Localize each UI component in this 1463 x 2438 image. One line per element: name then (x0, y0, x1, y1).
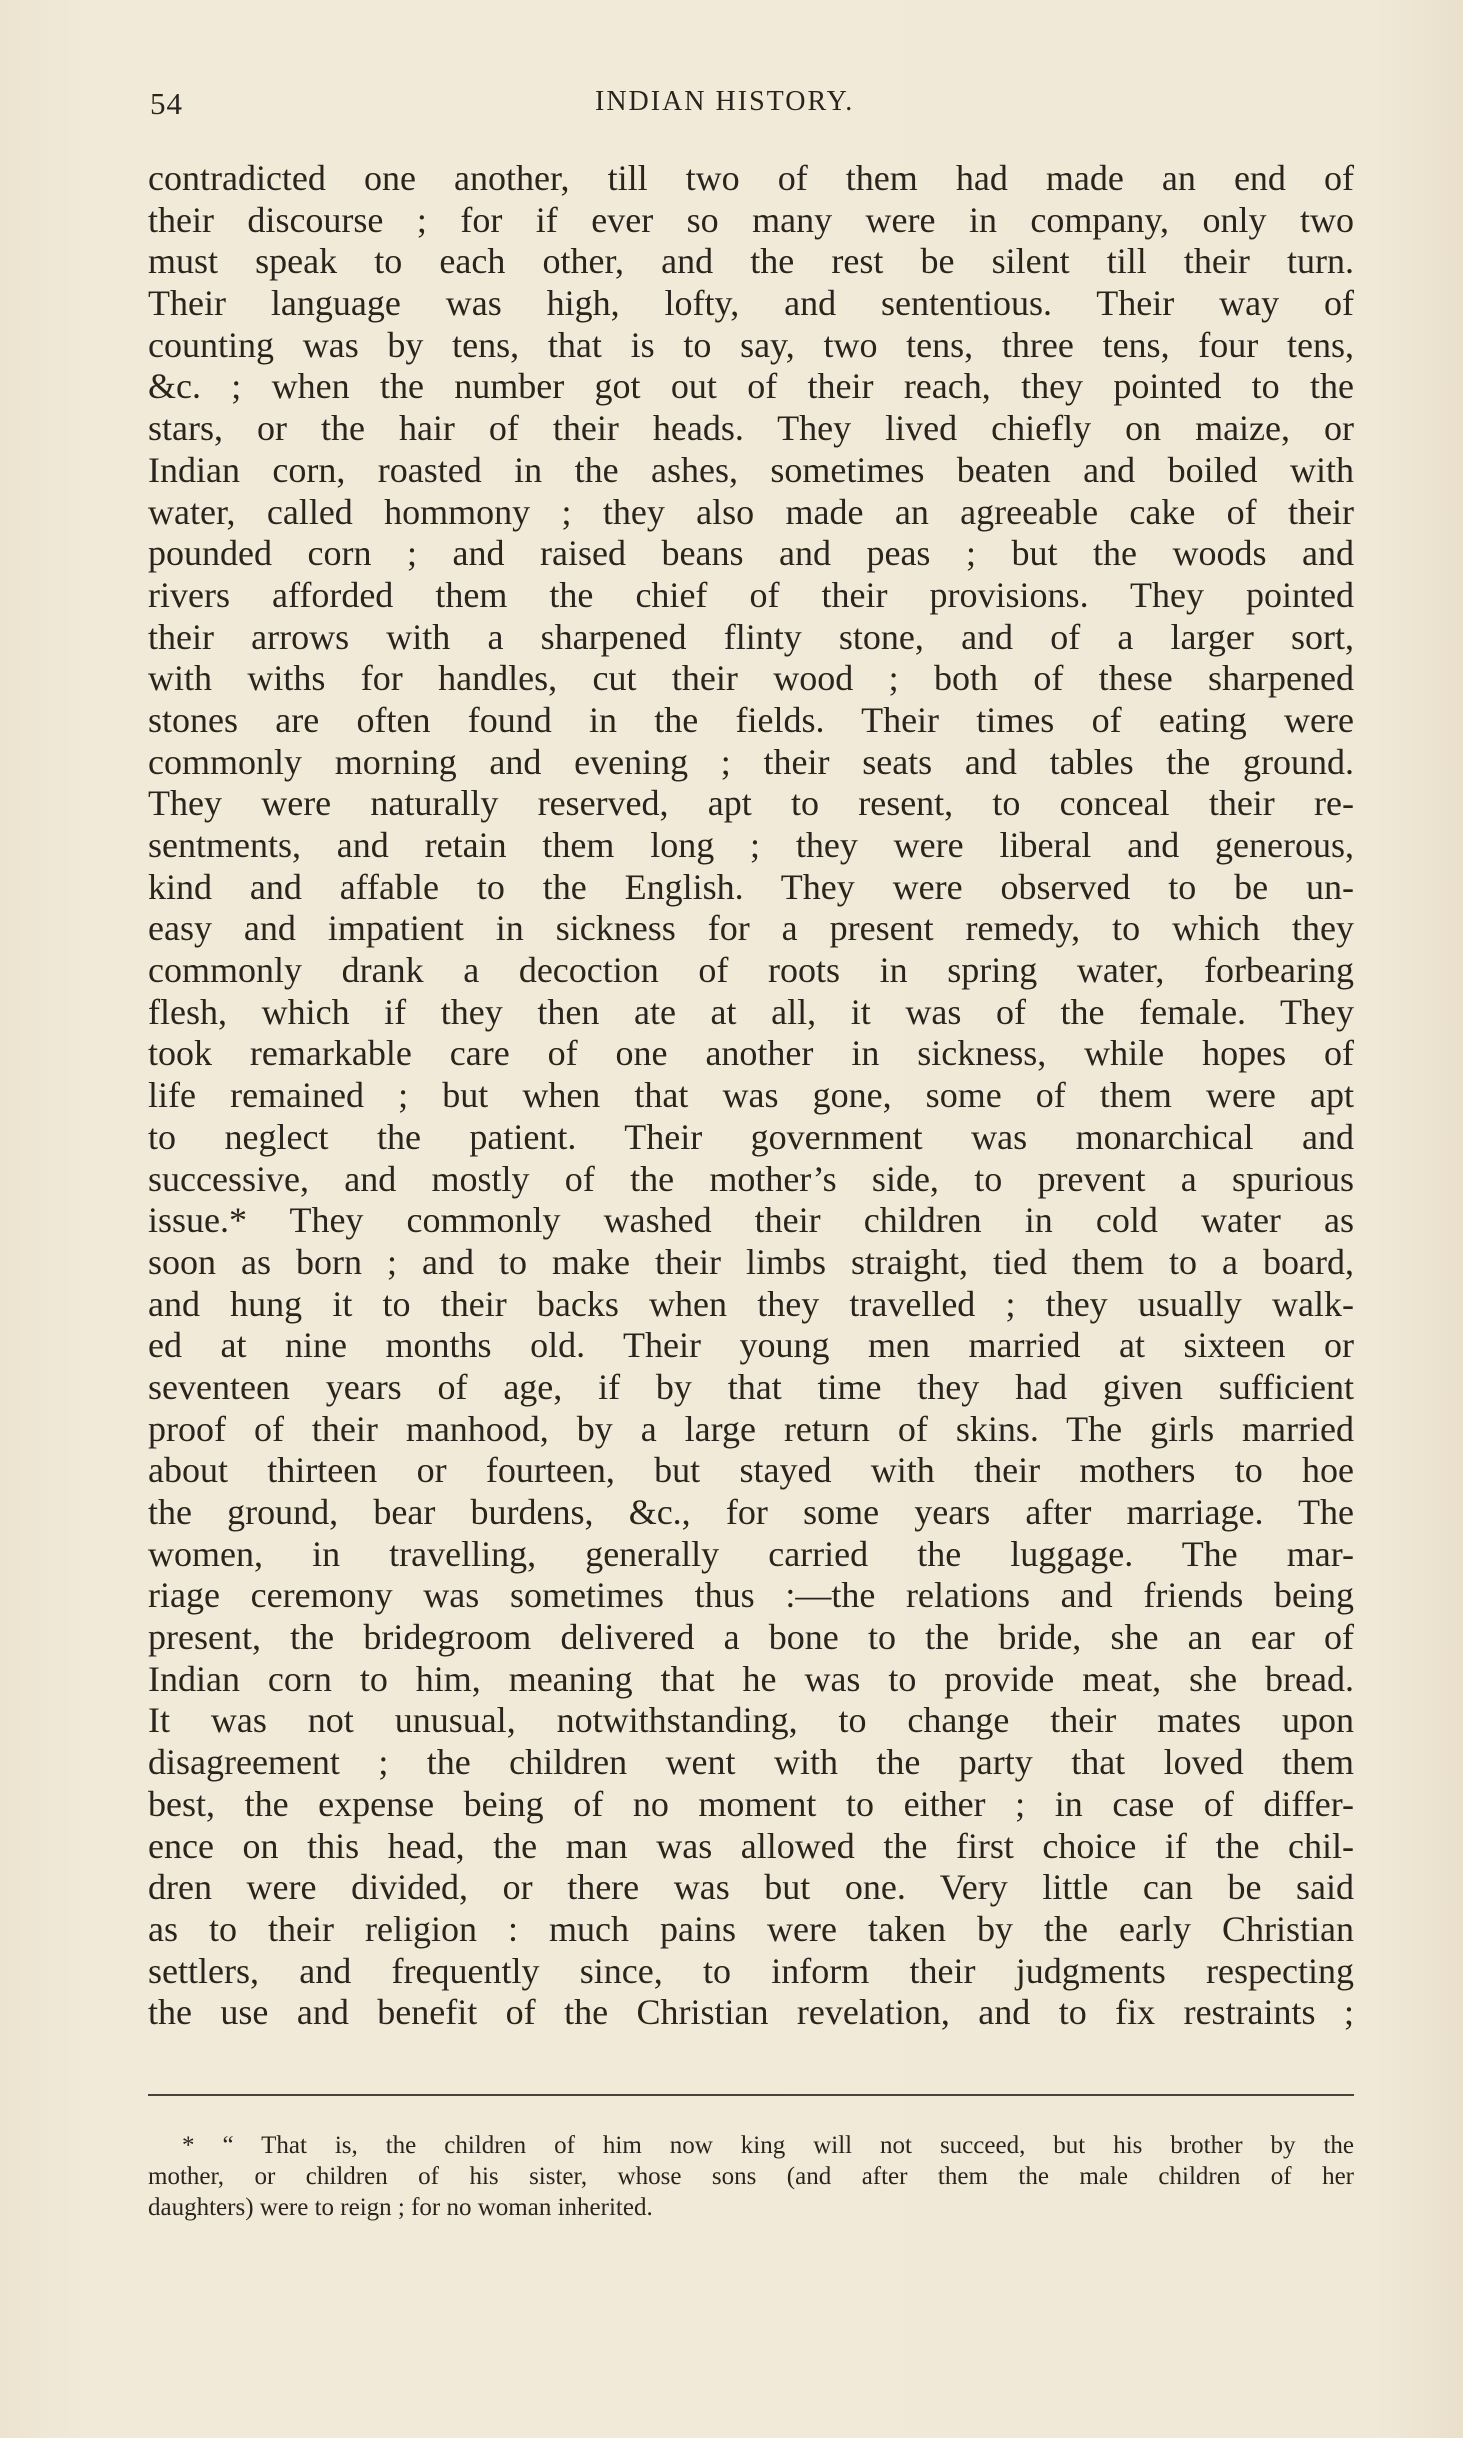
body-line: contradicted one another, till two of them had made an end of (148, 158, 1354, 198)
body-line: ence on this head, the man was allowed the first choice if the chil- (148, 1825, 1354, 1866)
body-line: as to their religion : much pains were taken by the early Christian (148, 1908, 1354, 1949)
page-number: 54 (150, 86, 183, 121)
footnote-divider (148, 2094, 1354, 2096)
body-line: soon as born ; and to make their limbs straight, tied them to a board, (148, 1241, 1354, 1282)
body-line: about thirteen or fourteen, but stayed with their mothers to hoe (148, 1450, 1354, 1491)
body-line: and hung it to their backs when they travelled ; they usually walk- (148, 1283, 1354, 1324)
body-line: dren were divided, or there was but one. Very little can be said (148, 1867, 1354, 1908)
body-line: rivers afforded them the chief of their provisions. They pointed (148, 574, 1354, 615)
body-line: counting was by tens, that is to say, two tens, three tens, four tens, (148, 324, 1354, 365)
body-line: present, the bridegroom delivered a bone to the bride, she an ear of (148, 1617, 1354, 1658)
body-line: Indian corn, roasted in the ashes, sometimes beaten and boiled with (148, 449, 1354, 490)
body-line: stones are often found in the fields. Their times of eating were (148, 699, 1354, 740)
body-line: kind and affable to the English. They were observed to be un- (148, 866, 1354, 907)
body-line: the use and benefit of the Christian revelation, and to fix restraints ; (148, 1992, 1354, 2033)
body-line: life remained ; but when that was gone, some of them were apt (148, 1075, 1354, 1116)
footnote-line: daughters) were to reign ; for no woman inherited. (148, 2194, 653, 2221)
body-line: riage ceremony was sometimes thus :—the relations and friends being (148, 1575, 1354, 1616)
body-line: easy and impatient in sickness for a present remedy, to which they (148, 908, 1354, 949)
footnote-line: mother, or children of his sister, whose sons (and after them the male children of her (148, 2163, 1354, 2190)
footnote (148, 2130, 1354, 2223)
body-line: issue.* They commonly washed their children in cold water as (148, 1200, 1354, 1241)
body-line: the ground, bear burdens, &c., for some years after marriage. The (148, 1492, 1354, 1532)
body-line: ed at nine months old. Their young men married at sixteen or (148, 1325, 1354, 1366)
body-line: successive, and mostly of the mother’s side, to prevent a spurious (148, 1158, 1354, 1199)
body-line: Indian corn to him, meaning that he was to provide meat, she bread. (148, 1658, 1354, 1699)
body-line: stars, or the hair of their heads. They lived chiefly on maize, or (148, 408, 1354, 449)
running-title: INDIAN HISTORY. (595, 86, 855, 117)
body-line: commonly drank a decoction of roots in spring water, forbearing (148, 950, 1354, 991)
body-line: must speak to each other, and the rest be silent till their turn. (148, 241, 1354, 282)
body-line: Their language was high, lofty, and sententious. Their way of (148, 283, 1354, 324)
body-line: commonly morning and evening ; their seats and tables the ground. (148, 741, 1354, 782)
body-line: their discourse ; for if ever so many were in company, only two (148, 199, 1354, 240)
body-line: women, in travelling, generally carried the luggage. The mar- (148, 1533, 1354, 1574)
body-line: best, the expense being of no moment to either ; in case of differ- (148, 1783, 1354, 1824)
body-line: flesh, which if they then ate at all, it was of the female. They (148, 991, 1354, 1032)
body-line: They were naturally reserved, apt to resent, to conceal their re- (148, 783, 1354, 824)
footnote-line: * “ That is, the children of him now king will not succeed, but his brother by the (182, 2132, 1354, 2159)
body-line: It was not unusual, notwithstanding, to change their mates upon (148, 1700, 1354, 1741)
body-text (148, 158, 1354, 2034)
running-head (150, 86, 1350, 136)
body-line: &c. ; when the number got out of their reach, they pointed to the (148, 366, 1354, 407)
body-line: water, called hommony ; they also made an agreeable cake of their (148, 491, 1354, 532)
body-line: with withs for handles, cut their wood ; both of these sharpened (148, 658, 1354, 699)
body-line: took remarkable care of one another in sickness, while hopes of (148, 1033, 1354, 1074)
body-line: their arrows with a sharpened flinty stone, and of a larger sort, (148, 616, 1354, 657)
body-line: settlers, and frequently since, to inform their judgments respecting (148, 1950, 1354, 1991)
body-line: seventeen years of age, if by that time they had given sufficient (148, 1366, 1354, 1407)
body-line: sentments, and retain them long ; they were liberal and generous, (148, 825, 1354, 865)
body-line: disagreement ; the children went with the party that loved them (148, 1742, 1354, 1783)
body-line: pounded corn ; and raised beans and peas ; but the woods and (148, 533, 1354, 574)
body-line: to neglect the patient. Their government was monarchical and (148, 1116, 1354, 1157)
body-line: proof of their manhood, by a large return of skins. The girls married (148, 1408, 1354, 1449)
